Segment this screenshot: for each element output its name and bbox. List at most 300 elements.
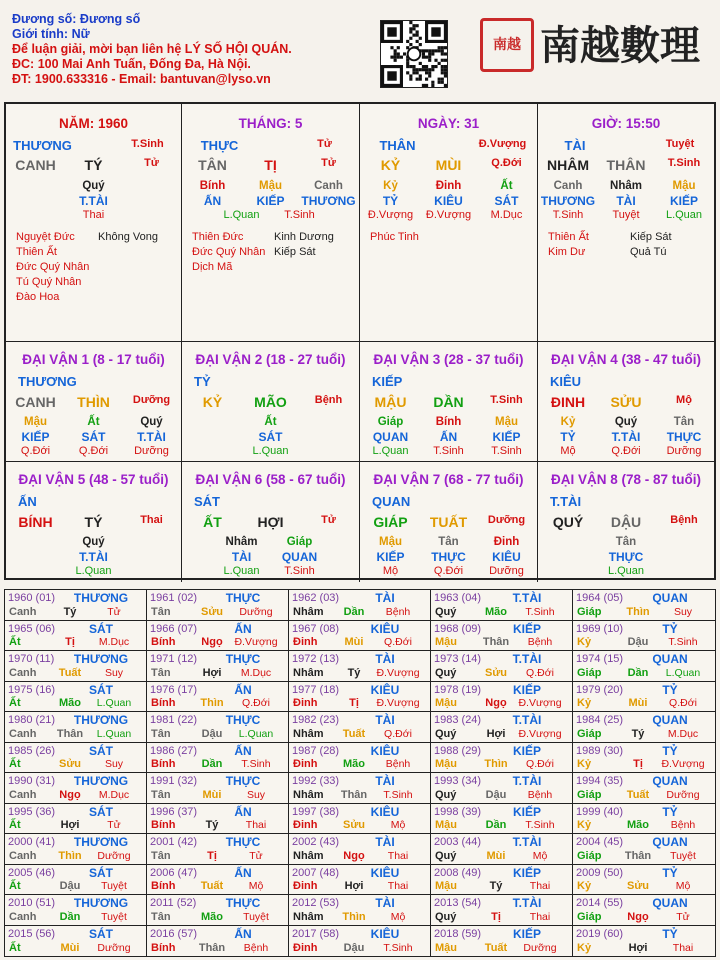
- year-stage: Bệnh: [385, 758, 411, 770]
- year-ten-god: THỰC: [225, 896, 261, 910]
- year-label: 1993 (34): [434, 775, 482, 787]
- hidden-stage: Q.Đới: [433, 565, 464, 577]
- hidden-ten-god: T.TÀI: [79, 550, 108, 564]
- year-cell: [573, 834, 715, 865]
- hidden-ten-god-row: [360, 430, 537, 444]
- year-cell: [573, 895, 715, 926]
- year-stage: T.Sinh: [241, 758, 271, 770]
- year-label: 2007 (48): [292, 866, 340, 879]
- dai-van-stem-god: [360, 494, 537, 509]
- year-branch: Mùi: [60, 942, 80, 954]
- year-stage: Thai: [387, 849, 409, 862]
- year-branch: Tị: [633, 758, 643, 770]
- year-cell: [431, 895, 573, 926]
- year-branch: Mão: [201, 910, 223, 923]
- hidden-ten-god-row: [182, 550, 359, 564]
- dai-van-ganzhi: [360, 394, 537, 410]
- year-stem: Mậu: [435, 819, 457, 831]
- year-stage: Thai: [529, 880, 551, 892]
- star-item: Kim Dư: [548, 246, 586, 258]
- branch-stage: T.Sinh: [667, 157, 701, 169]
- year-stage: Suy: [104, 666, 124, 679]
- year-label: 1982 (23): [292, 714, 340, 726]
- year-branch: Thìn: [484, 758, 508, 770]
- branch-stage: Bệnh: [314, 394, 343, 406]
- ganzhi-char: KỶ: [202, 394, 223, 410]
- year-stage: Suy: [104, 758, 124, 770]
- hidden-stage-row: [538, 209, 714, 221]
- year-label: 2005 (46): [8, 866, 56, 879]
- year-label: 1995 (36): [8, 805, 56, 818]
- star-item: Đức Quý Nhân: [192, 246, 266, 258]
- year-label: 2017 (58): [292, 927, 340, 940]
- stem-stage: Tuyệt: [665, 138, 695, 150]
- year-label: 2002 (43): [292, 836, 340, 848]
- year-stage: Q.Đới: [384, 636, 412, 648]
- year-ten-god: T.TÀI: [512, 896, 542, 910]
- year-stem: Đinh: [293, 819, 318, 831]
- dai-van-cell: [6, 462, 182, 582]
- year-stage: Đ.Vượng: [518, 727, 562, 740]
- hidden-ten-god: KIÊU: [492, 550, 521, 564]
- ganzhi-char: THÌN: [77, 394, 110, 410]
- year-branch: Sửu: [484, 666, 508, 679]
- year-branch: Dần: [343, 605, 365, 618]
- hidden-stage: T.Sinh: [284, 565, 315, 577]
- hidden-stem: Canh: [314, 180, 343, 192]
- ganzhi-char: MÙI: [435, 157, 462, 173]
- hidden-stem: Nhâm: [225, 536, 258, 548]
- year-label: 1983 (24): [434, 714, 482, 726]
- year-ten-god: THƯƠNG: [73, 835, 129, 849]
- year-stem: Ất: [9, 942, 21, 954]
- year-ten-god: THỰC: [225, 713, 261, 727]
- year-cell: [147, 773, 289, 804]
- hidden-stage-row: [6, 445, 181, 457]
- year-ten-god: TÀI: [375, 896, 395, 910]
- hidden-ten-god: T.TÀI: [79, 194, 108, 208]
- hidden-stem: Đinh: [493, 536, 520, 548]
- brand-logo: 南越數理: [540, 22, 700, 69]
- pillar-cell: [360, 104, 538, 342]
- year-stem: Kỷ: [577, 942, 592, 954]
- dai-van-title: ĐẠI VẬN 7 (68 - 77 tuổi): [373, 472, 524, 487]
- pillar-title: THÁNG: 5: [238, 116, 303, 131]
- year-cell: [289, 804, 431, 835]
- year-cell: [289, 590, 431, 621]
- year-cell: [431, 621, 573, 652]
- dai-van-title: ĐẠI VẬN 8 (78 - 87 tuổi): [550, 472, 702, 487]
- year-branch: Thìn: [200, 697, 224, 709]
- year-label: 1963 (04): [434, 592, 482, 604]
- hidden-stage: L.Quan: [607, 565, 645, 577]
- hidden-stage: Đ.Vượng: [367, 209, 414, 221]
- hidden-stage: Q.Đới: [611, 445, 641, 457]
- year-stem: Canh: [9, 849, 37, 862]
- hidden-stage-row: [6, 565, 181, 577]
- year-ten-god: SÁT: [89, 926, 113, 941]
- year-stem: Canh: [9, 666, 37, 679]
- hidden-stem: Mậu: [379, 536, 402, 548]
- hidden-ten-god: SÁT: [258, 430, 283, 444]
- year-ten-god: KIẾP: [512, 621, 541, 636]
- star-item: Thiên Đức: [192, 231, 244, 243]
- year-stem: Ất: [9, 758, 21, 770]
- year-stem: Giáp: [577, 605, 602, 618]
- stem-stage: Đ.Vượng: [478, 138, 527, 150]
- year-stage: Tuyệt: [101, 880, 127, 892]
- hidden-stage: Tuyệt: [612, 209, 640, 221]
- dai-van-cell: [182, 342, 360, 462]
- year-stage: T.Sinh: [383, 788, 413, 801]
- year-branch: Mão: [343, 758, 365, 770]
- year-cell: [5, 895, 147, 926]
- year-branch: Mão: [627, 819, 649, 831]
- year-label: 2001 (42): [150, 836, 198, 848]
- year-stem: Giáp: [577, 666, 602, 679]
- year-branch: Thìn: [626, 605, 650, 618]
- year-label: 2004 (45): [576, 836, 624, 848]
- year-stem: Quý: [435, 910, 457, 923]
- hidden-stage-row: [6, 209, 181, 221]
- year-branch: Tị: [349, 697, 359, 709]
- pillar-ganzhi: [360, 157, 537, 173]
- hidden-stage: T.Sinh: [491, 445, 522, 457]
- hidden-ten-god: KIÊU: [434, 194, 463, 208]
- year-ten-god: TỶ: [662, 621, 678, 636]
- year-ten-god: KIẾP: [512, 743, 541, 758]
- year-stem: Ất: [9, 697, 21, 709]
- year-cell: [431, 590, 573, 621]
- year-ten-god: THƯƠNG: [73, 652, 129, 666]
- hidden-stem: Giáp: [377, 416, 404, 428]
- year-ten-god: THƯƠNG: [73, 896, 129, 910]
- hidden-ten-god-row: [182, 194, 359, 208]
- year-ten-god: QUAN: [652, 591, 688, 605]
- hidden-ten-god: KIẾP: [256, 194, 285, 208]
- star-item: Thiên Ất: [548, 231, 589, 243]
- stem-ten-god: QUAN: [372, 494, 411, 509]
- ganzhi-char: ẤT: [203, 514, 222, 530]
- branch-stage: Dưỡng: [487, 514, 526, 526]
- year-ten-god: THỰC: [225, 774, 261, 788]
- year-cell: [573, 743, 715, 774]
- year-branch: Tị: [491, 910, 501, 923]
- hidden-stage-row: [538, 445, 714, 457]
- hidden-ten-god: THƯƠNG: [540, 194, 596, 208]
- year-stage: Tử: [676, 910, 690, 923]
- year-stem: Bính: [151, 636, 176, 648]
- year-cell: [289, 895, 431, 926]
- stem-ten-god: THƯƠNG: [13, 138, 72, 153]
- dai-van-title: ĐẠI VẬN 4 (38 - 47 tuổi): [550, 352, 702, 367]
- hidden-stage: Dưỡng: [666, 445, 702, 457]
- year-ten-god: TÀI: [375, 591, 395, 605]
- year-cell: [147, 682, 289, 713]
- year-branch: Tý: [489, 880, 503, 892]
- hidden-stage-row: [182, 445, 359, 457]
- hidden-ten-god: KIẾP: [376, 550, 405, 564]
- stars-left: [16, 230, 89, 305]
- stem-ten-god: THỰC: [200, 138, 239, 153]
- pillar-stem-god: [538, 138, 714, 153]
- year-cell: [431, 743, 573, 774]
- year-stage: M.Dục: [240, 666, 272, 679]
- hidden-ten-god-row: [538, 194, 714, 208]
- ganzhi-char: CANH: [15, 157, 56, 173]
- hidden-stage: L.Quan: [223, 209, 260, 221]
- hidden-stem: Canh: [553, 180, 583, 192]
- hidden-stem: Mậu: [672, 180, 696, 192]
- branch-stage: T.Sinh: [490, 394, 523, 406]
- star-item: Kiếp Sát: [630, 231, 672, 243]
- year-stage: Bệnh: [527, 636, 553, 648]
- hidden-ten-god-row: [6, 430, 181, 444]
- hidden-stage-row: [360, 445, 537, 457]
- hidden-stage: L.Quan: [665, 209, 703, 221]
- star-item: Dịch Mã: [192, 261, 233, 273]
- year-stem: Ất: [9, 819, 21, 831]
- dai-van-ganzhi: [182, 514, 359, 530]
- pillar-title: GIỜ: 15:50: [591, 116, 661, 131]
- year-stage: Tử: [107, 605, 121, 618]
- hidden-ten-god: KIẾP: [492, 430, 521, 444]
- year-branch: Tý: [205, 819, 219, 831]
- year-cell: [289, 834, 431, 865]
- year-stem: Nhâm: [293, 666, 324, 679]
- hidden-stem-row: [538, 536, 714, 548]
- ganzhi-char: DẦN: [433, 394, 464, 410]
- year-stem: Nhâm: [293, 849, 324, 862]
- hidden-ten-god-row: [182, 430, 359, 444]
- year-cell: [5, 590, 147, 621]
- year-cell: [431, 926, 573, 957]
- hidden-stem: Đinh: [435, 180, 462, 192]
- year-label: 1966 (07): [150, 622, 198, 635]
- year-cell: [573, 926, 715, 957]
- stars-right: [630, 230, 672, 260]
- year-cell: [573, 865, 715, 896]
- year-cell: [147, 865, 289, 896]
- year-label: 1975 (16): [8, 683, 56, 696]
- year-branch: Tý: [631, 727, 645, 740]
- hidden-stem: Tân: [438, 536, 459, 548]
- spacer: [430, 138, 474, 153]
- year-branch: Sửu: [200, 605, 224, 618]
- dai-van-stem-god: [538, 374, 714, 389]
- ganzhi-char: DẬU: [610, 514, 642, 530]
- year-label: 1973 (14): [434, 653, 482, 665]
- header-line: Giới tính: Nữ: [12, 27, 90, 41]
- year-stage: Mộ: [390, 910, 406, 923]
- ganzhi-char: SỬU: [610, 394, 642, 410]
- hidden-ten-god: TỶ: [382, 194, 399, 208]
- hidden-ten-god-row: [6, 194, 181, 208]
- year-stem: Bính: [151, 819, 176, 831]
- year-branch: Thân: [198, 942, 226, 954]
- dai-van-cell: [6, 342, 182, 462]
- year-branch: Dần: [59, 910, 81, 923]
- year-ten-god: QUAN: [652, 896, 688, 910]
- year-branch: Sửu: [342, 819, 366, 831]
- year-stem: Kỷ: [577, 880, 592, 892]
- hidden-stem-row: [538, 180, 714, 192]
- red-seal: 南越: [480, 18, 534, 72]
- pillar-stem-god: [360, 138, 537, 153]
- ganzhi-char: TÝ: [84, 514, 103, 530]
- dai-van-ganzhi: [6, 514, 181, 530]
- hidden-ten-god: ẤN: [439, 430, 458, 444]
- hidden-stem: Quý: [140, 416, 163, 428]
- hidden-stage: L.Quan: [372, 445, 409, 457]
- year-stage: Thai: [529, 910, 551, 923]
- year-label: 1996 (37): [150, 805, 198, 818]
- year-cell: [147, 621, 289, 652]
- year-ten-god: KIẾP: [512, 926, 541, 941]
- year-branch: Hợi: [628, 942, 648, 954]
- year-stem: Đinh: [293, 758, 318, 770]
- stars-left: [548, 230, 589, 260]
- year-label: 1961 (02): [150, 592, 198, 604]
- year-branch: Dậu: [343, 942, 365, 954]
- year-ten-god: TỶ: [662, 682, 678, 697]
- year-label: 1994 (35): [576, 775, 624, 787]
- year-stage: L.Quan: [96, 697, 132, 709]
- year-ten-god: ẤN: [234, 682, 252, 697]
- star-item: Không Vong: [98, 231, 158, 243]
- hidden-ten-god: T.TÀI: [137, 430, 166, 444]
- year-cell: [431, 651, 573, 682]
- year-label: 1988 (29): [434, 744, 482, 757]
- hidden-stage: Dưỡng: [134, 445, 169, 457]
- year-branch: Thân: [340, 788, 368, 801]
- year-stage: Bệnh: [527, 788, 553, 801]
- year-label: 2010 (51): [8, 897, 56, 909]
- hidden-stage: Mộ: [560, 445, 576, 457]
- hidden-stem: Bính: [435, 416, 462, 428]
- year-label: 1980 (21): [8, 714, 56, 726]
- year-cell: [431, 804, 573, 835]
- year-cell: [289, 773, 431, 804]
- year-cell: [147, 743, 289, 774]
- year-branch: Tị: [65, 636, 75, 648]
- year-stem: Quý: [435, 666, 457, 679]
- year-cell: [5, 926, 147, 957]
- year-cell: [147, 712, 289, 743]
- hidden-stage-row: [538, 565, 714, 577]
- ganzhi-char: CANH: [15, 394, 56, 410]
- star-item: Quả Tú: [630, 246, 667, 258]
- hidden-ten-god: TÀI: [616, 194, 636, 208]
- year-stem: Giáp: [577, 910, 602, 923]
- hidden-stage: L.Quan: [75, 565, 112, 577]
- dai-van-stem-god: [182, 374, 359, 389]
- year-ten-god: THỰC: [225, 835, 261, 849]
- pillar-cell: [6, 104, 182, 342]
- year-stage: Q.Đới: [526, 758, 554, 770]
- year-stem: Canh: [9, 910, 37, 923]
- year-branch: Tuất: [200, 880, 224, 892]
- year-label: 2009 (50): [576, 866, 624, 879]
- hidden-stem: Kỷ: [383, 180, 398, 192]
- year-cell: [573, 773, 715, 804]
- hidden-stage: Thai: [82, 209, 105, 221]
- year-label: 2006 (47): [150, 866, 198, 879]
- year-ten-god: ẤN: [234, 743, 252, 758]
- year-stem: Tân: [151, 605, 171, 618]
- hidden-ten-god-row: [360, 550, 537, 564]
- year-stage: T.Sinh: [525, 819, 555, 831]
- dai-van-stem-god: [6, 374, 181, 389]
- dai-van-title: ĐẠI VẬN 5 (48 - 57 tuổi): [18, 472, 169, 487]
- year-branch: Mùi: [344, 636, 364, 648]
- hidden-ten-god: THƯƠNG: [301, 194, 356, 208]
- year-stage: Suy: [673, 605, 693, 618]
- year-label: 2018 (59): [434, 927, 482, 940]
- year-ten-god: QUAN: [652, 774, 688, 788]
- stem-ten-god: TỶ: [194, 374, 211, 389]
- year-stage: Tuyệt: [243, 910, 269, 923]
- year-stem: Mậu: [435, 697, 457, 709]
- year-cell: [147, 651, 289, 682]
- year-stage: Đ.Vượng: [376, 666, 420, 679]
- year-ten-god: T.TÀI: [512, 835, 542, 849]
- year-label: 1965 (06): [8, 622, 56, 635]
- year-ten-god: KIÊU: [370, 926, 400, 941]
- year-stage: T.Sinh: [383, 942, 413, 954]
- pillar-ganzhi: [538, 157, 714, 173]
- hidden-stem: Mậu: [24, 416, 47, 428]
- hidden-ten-god: ẤN: [203, 194, 222, 208]
- stars-left: [192, 230, 265, 275]
- year-ten-god: KIẾP: [512, 865, 541, 880]
- hidden-stage-row: [182, 209, 359, 221]
- dai-van-stem-god: [360, 374, 537, 389]
- year-label: 1960 (01): [8, 592, 56, 604]
- stem-ten-god: KIẾP: [372, 374, 403, 389]
- year-branch: Ngọ: [343, 849, 365, 862]
- year-ten-god: SÁT: [89, 682, 113, 697]
- pillar-stem-god: [6, 138, 181, 153]
- year-branch: Dậu: [201, 727, 223, 740]
- hidden-stem-row: [360, 180, 537, 192]
- year-ten-god: TÀI: [375, 713, 395, 727]
- hidden-stage: T.Sinh: [552, 209, 584, 221]
- year-branch: Thân: [56, 727, 84, 740]
- year-branch: Dậu: [59, 880, 81, 892]
- year-cell: [573, 651, 715, 682]
- year-label: 1981 (22): [150, 714, 198, 726]
- year-branch: Dần: [201, 758, 223, 770]
- year-branch: Tuất: [484, 942, 508, 954]
- hidden-stem: Mậu: [495, 416, 518, 428]
- year-cell: [431, 712, 573, 743]
- year-ten-god: QUAN: [652, 835, 688, 849]
- year-label: 2012 (53): [292, 897, 340, 909]
- dai-van-title: ĐẠI VẬN 1 (8 - 17 tuổi): [22, 352, 165, 367]
- hidden-stage: T.Sinh: [284, 209, 315, 221]
- star-item: Thiên Ất: [16, 246, 57, 258]
- hidden-stem: Quý: [614, 416, 638, 428]
- year-branch: Sửu: [626, 880, 650, 892]
- ganzhi-char: MÃO: [254, 394, 287, 410]
- stem-ten-god: SÁT: [194, 494, 220, 509]
- year-cell: [573, 712, 715, 743]
- year-branch: Hợi: [202, 666, 222, 679]
- year-branch: Mão: [59, 697, 81, 709]
- dai-van-title: ĐẠI VẬN 2 (18 - 27 tuổi): [195, 352, 346, 367]
- year-stem: Nhâm: [293, 727, 324, 740]
